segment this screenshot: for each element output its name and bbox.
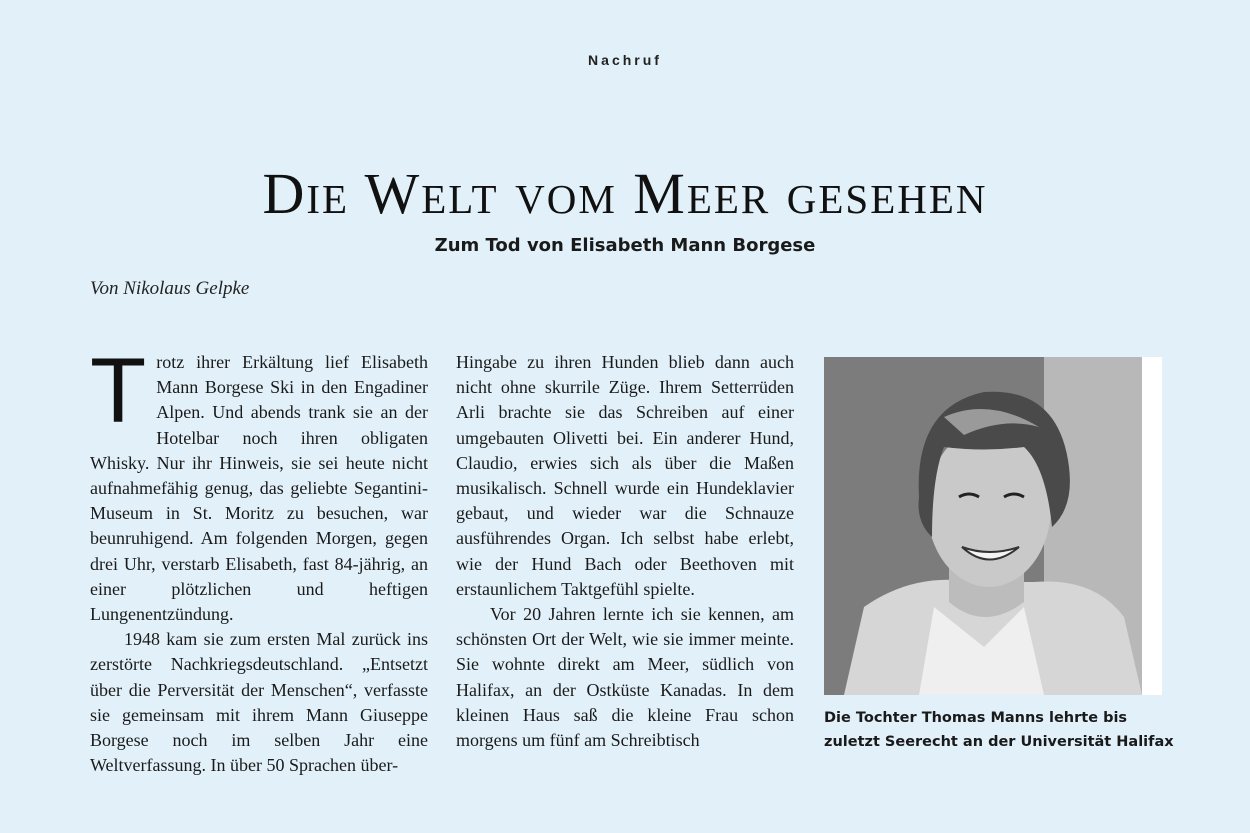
article-subtitle: Zum Tod von Elisabeth Mann Borgese: [434, 235, 816, 256]
article-column-1: [90, 340, 428, 778]
article-column-2: [456, 350, 794, 753]
photo-caption: Die Tochter Thomas Manns lehrte bis zuletzt Seerecht an der Universität Halifax: [824, 710, 1174, 750]
article-byline: Von Nikolaus Gelpke: [90, 278, 250, 299]
portrait-photo: [824, 357, 1162, 695]
section-kicker: Nachruf: [588, 52, 662, 68]
portrait-image: [824, 357, 1162, 695]
paragraph: [90, 340, 428, 627]
paragraph-text: rotz ihrer Erkältung lief Elisabeth Mann Borgese Ski in den Engadiner Alpen. Und abends trank sie an der Hotelbar noch ihren obligaten Whisky. Nur ihr Hinweis, sie sei heute nicht aufnahmefähig genug, das geliebte Segantini-Museum in St. Moritz zu besuchen, war beunruhigend. Am folgenden Morgen, gegen drei Uhr, verstarb Elisabeth, fast 84-jährig, an einer plötzlichen und heftigen Lungenentzündung.: [90, 352, 428, 625]
article-title: Die Welt vom Meer gesehen: [262, 161, 988, 226]
drop-cap: T: [90, 340, 147, 442]
paragraph: Vor 20 Jahren lernte ich sie kennen, am schönsten Ort der Welt, wie sie immer meinte. Sie wohnte direkt am Meer, südlich von Halifax, an der Ostküste Kanadas. In dem kleinen Haus saß die kleine Frau schon morgens um fünf am Schreibtisch: [456, 604, 794, 751]
paragraph: 1948 kam sie zum ersten Mal zurück ins zerstörte Nachkriegsdeutschland. „Entsetzt über die Perversität der Menschen“, verfasste sie gemeinsam mit ihrem Mann Giuseppe Borgese noch im selben Jahr eine Weltverfassung. In über 50 Sprachen über-: [90, 629, 428, 776]
paragraph: Hingabe zu ihren Hunden blieb dann auch nicht ohne skurrile Züge. Ihrem Setterrüden Arli brachte sie das Schreiben auf einer umgebauten Olivetti bei. Ein anderer Hund, Claudio, erwies sich als über die Maßen musikalisch. Schnell wurde ein Hundeklavier gebaut, und wieder war die Schnauze ausführendes Organ. Ich selbst habe erlebt, wie der Hund Bach oder Beethoven mit erstaunlichem Taktgefühl spielte.: [456, 352, 794, 599]
